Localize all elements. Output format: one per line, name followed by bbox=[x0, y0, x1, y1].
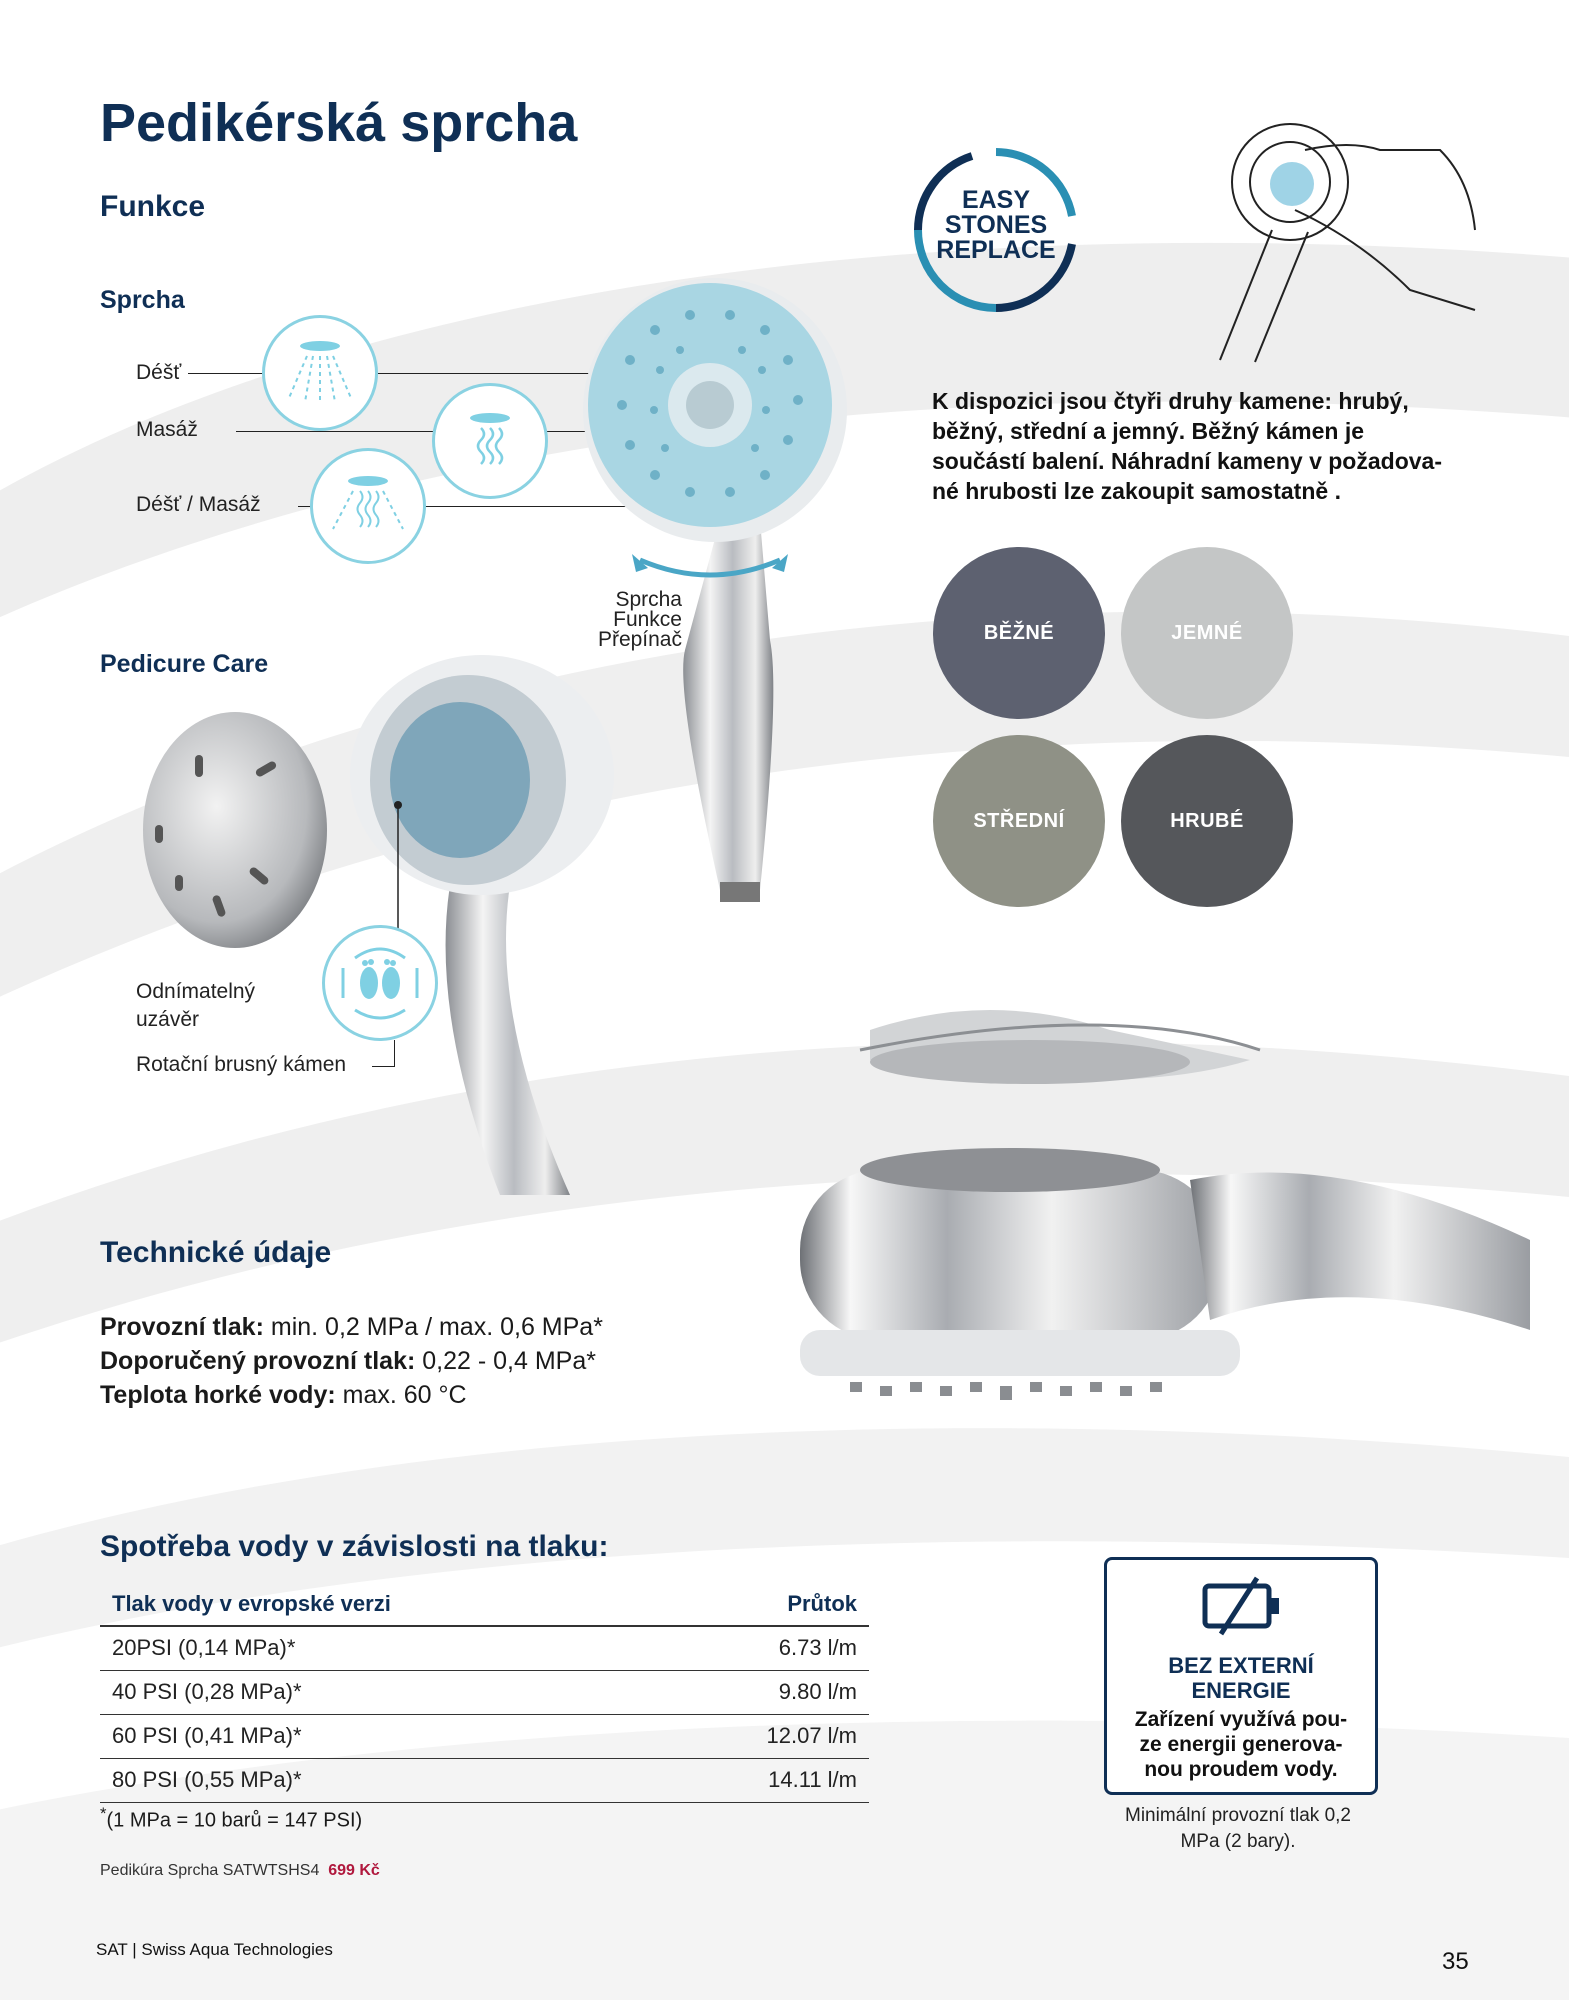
min-pressure-note: Minimální provozní tlak 0,2 MPa (2 bary). bbox=[1125, 1805, 1351, 1852]
function-switch-label: Sprcha Funkce Přepínač bbox=[597, 588, 682, 651]
footnote: *(1 MPa = 10 barů = 147 PSI) bbox=[100, 1804, 363, 1832]
stone-jemne: JEMNÉ bbox=[1121, 547, 1293, 719]
functions-heading: Funkce bbox=[100, 190, 206, 223]
stone-hrube: HRUBÉ bbox=[1121, 735, 1293, 907]
consumption-heading: Spotřeba vody v závislosti na tlaku: bbox=[100, 1530, 609, 1563]
column-header-flow: Průtok bbox=[658, 1585, 869, 1626]
stone-bezne: BĚŽNÉ bbox=[933, 547, 1105, 719]
tech-specs bbox=[100, 1310, 603, 1412]
mode-label-massage: Masáž bbox=[136, 418, 198, 441]
flow-table bbox=[100, 1585, 869, 1803]
battery-off-icon bbox=[1191, 1572, 1291, 1642]
tech-heading: Technické údaje bbox=[100, 1236, 332, 1269]
footer-brand: SAT | Swiss Aqua Technologies bbox=[96, 1940, 333, 1959]
massage-icon bbox=[432, 383, 548, 499]
badge-line-3: REPLACE bbox=[936, 236, 1056, 264]
rain-icon bbox=[262, 315, 378, 431]
removable-cap-label: Odnímatelný uzávěr bbox=[136, 980, 256, 1031]
pedicure-heading: Pedicure Care bbox=[100, 650, 269, 678]
table-row: 20PSI (0,14 MPa)* 6.73 l/m bbox=[100, 1626, 869, 1671]
product-line bbox=[100, 1862, 380, 1880]
easy-stones-replace-badge bbox=[912, 146, 1080, 314]
hand-press-illustration bbox=[1210, 120, 1490, 370]
rotating-feet-icon bbox=[322, 925, 438, 1041]
no-external-energy-box: BEZ EXTERNÍ ENERGIE Zařízení využívá pou- ze energii generova- nou proudem vody. bbox=[1104, 1557, 1378, 1795]
mode-label-rain: Déšť bbox=[136, 361, 182, 384]
mode-label-rain-massage: Déšť / Masáž bbox=[136, 493, 261, 516]
table-row: 60 PSI (0,41 MPa)* 12.07 l/m bbox=[100, 1715, 869, 1759]
stones-description: K dispozici jsou čtyři druhy kamene: hrubý, běžný, střední a jemný. Běžný kámen je součástí balení. Náhradní kameny v požadova- né hrubosti lze zakoupit samostatně . bbox=[932, 388, 1442, 504]
energy-title-line-1: BEZ EXTERNÍ bbox=[1168, 1653, 1314, 1678]
product-price: 699 Kč bbox=[328, 1862, 380, 1879]
chrome-head-closeup-image bbox=[790, 990, 1530, 1440]
energy-title-line-2: ENERGIE bbox=[1191, 1678, 1291, 1703]
shower-heading: Sprcha bbox=[100, 286, 185, 314]
badge-line-1: EASY bbox=[961, 186, 1031, 214]
removable-cap-image bbox=[135, 705, 335, 955]
spec-hot-water: Teplota horké vody: max. 60 °C bbox=[100, 1381, 467, 1409]
column-header-pressure: Tlak vody v evropské verzi bbox=[100, 1585, 658, 1626]
rain-massage-icon bbox=[310, 448, 426, 564]
table-row: 40 PSI (0,28 MPa)* 9.80 l/m bbox=[100, 1671, 869, 1715]
spec-pressure: Provozní tlak: min. 0,2 MPa / max. 0,6 MPa* bbox=[100, 1313, 603, 1341]
leader-line-stone-vertical bbox=[394, 1040, 395, 1067]
product-name: Pedikúra Sprcha SATWTSHS4 bbox=[100, 1862, 320, 1879]
leader-line-stone bbox=[372, 1066, 394, 1067]
rotating-stone-label: Rotační brusný kámen bbox=[136, 1053, 347, 1076]
spec-recommended-pressure: Doporučený provozní tlak: 0,22 - 0,4 MPa* bbox=[100, 1347, 596, 1375]
badge-line-2: STONES bbox=[944, 211, 1048, 239]
page-title: Pedikérská sprcha bbox=[100, 93, 578, 153]
stone-stredni: STŘEDNÍ bbox=[933, 735, 1105, 907]
table-row: 80 PSI (0,55 MPa)* 14.11 l/m bbox=[100, 1759, 869, 1803]
page-number: 35 bbox=[1442, 1948, 1469, 1975]
